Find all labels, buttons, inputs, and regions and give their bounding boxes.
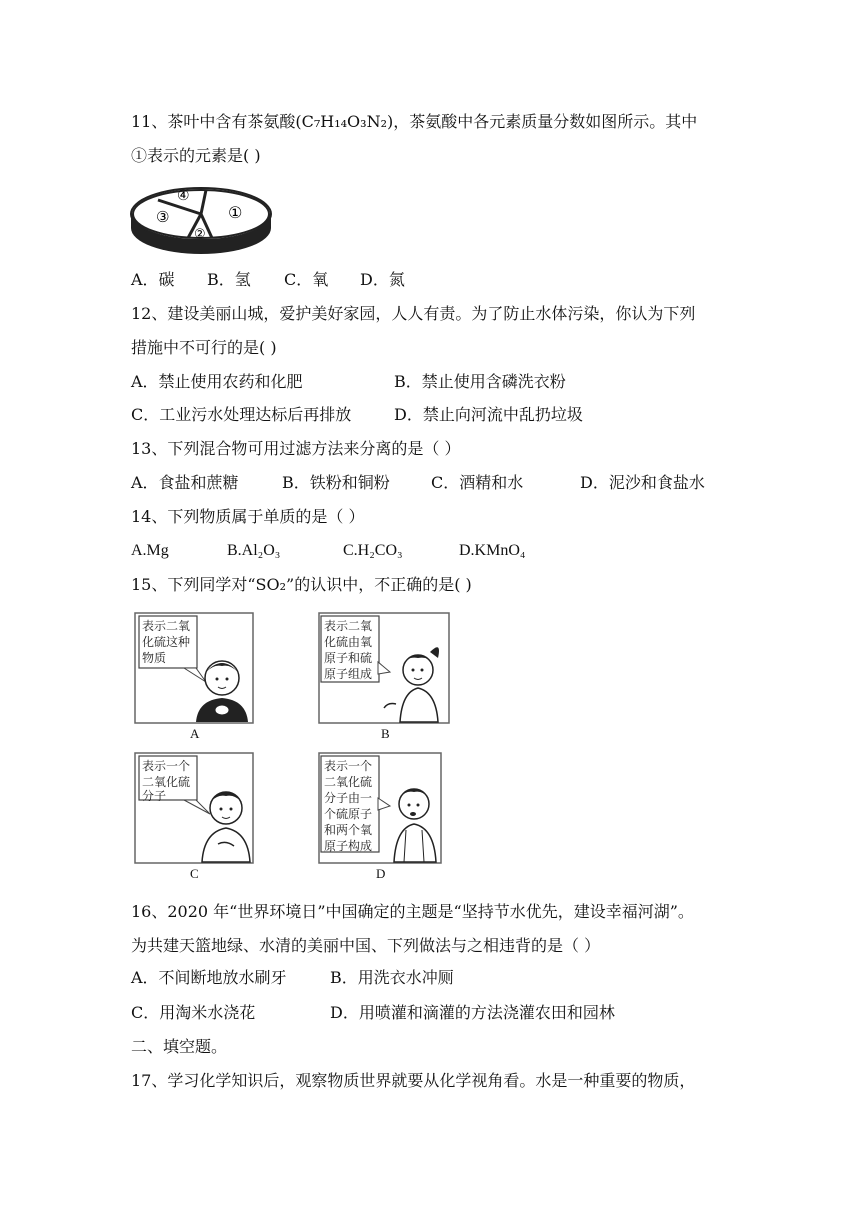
section-heading-fill-in: 二、填空题。 xyxy=(131,1037,228,1056)
q11-option-a[interactable]: A．碳 xyxy=(131,270,175,289)
q13-stem: 13、下列混合物可用过滤方法来分离的是（ ） xyxy=(131,439,461,458)
q12-option-d[interactable]: D．禁止向河流中乱扔垃圾 xyxy=(394,405,583,424)
panel-d-speech-1: 表示一个 xyxy=(324,759,373,773)
q14-stem: 14、下列物质属于单质的是（ ） xyxy=(131,507,365,526)
q14-option-d[interactable]: D.KMnO₄ xyxy=(459,542,526,559)
q16-option-c[interactable]: C．用淘米水浇花 xyxy=(131,1003,256,1022)
panel-d-speech-4: 个硫原子 xyxy=(324,807,373,821)
q11-option-b[interactable]: B．氢 xyxy=(207,270,251,289)
q13-option-c[interactable]: C．酒精和水 xyxy=(431,473,524,492)
panel-b-speech-4: 原子组成 xyxy=(324,667,373,681)
q11-stem-line2: ①表示的元素是( ) xyxy=(131,146,261,165)
cartoon-panel-b[interactable] xyxy=(318,612,450,724)
cartoon-panel-d[interactable] xyxy=(318,752,442,864)
cartoon-panel-c[interactable] xyxy=(134,752,254,864)
q16-stem-line1: 16、2020 年“世界环境日”中国确定的主题是“坚持节水优先，建设幸福河湖”。 xyxy=(131,902,694,921)
pie-label-4: ④ xyxy=(177,188,190,204)
panel-b-speech-2: 化硫由氧 xyxy=(324,635,373,649)
q16-stem-line2: 为共建天篮地绿、水清的美丽中国、下列做法与之相违背的是（ ） xyxy=(131,936,601,955)
pie-label-3: ③ xyxy=(156,208,170,226)
panel-a-speech-1: 表示二氧 xyxy=(142,619,191,633)
panel-b-speech-1: 表示二氧 xyxy=(324,619,373,633)
element-mass-pie-chart xyxy=(128,176,274,258)
panel-c-speech-3: 分子 xyxy=(142,789,167,803)
panel-a-caption: A xyxy=(190,726,200,741)
q16-option-a[interactable]: A．不间断地放水刷牙 xyxy=(131,968,287,987)
q14-option-b[interactable]: B.Al₂O₃ xyxy=(227,542,281,559)
panel-a-speech-2: 化硫这种 xyxy=(142,635,191,649)
q16-option-b[interactable]: B．用洗衣水冲厕 xyxy=(330,968,454,987)
panel-b-speech-3: 原子和硫 xyxy=(324,651,373,665)
panel-c-speech-1: 表示一个 xyxy=(142,759,191,773)
q13-option-d[interactable]: D．泥沙和食盐水 xyxy=(580,473,705,492)
panel-d-speech-5: 和两个氧 xyxy=(324,823,373,837)
q11-option-c[interactable]: C．氧 xyxy=(284,270,329,289)
panel-d-speech-6: 原子构成 xyxy=(324,839,373,853)
q14-option-a[interactable]: A.Mg xyxy=(131,542,169,559)
q12-option-a[interactable]: A．禁止使用农药和化肥 xyxy=(131,372,303,391)
q14-option-c[interactable]: C.H₂CO₃ xyxy=(343,542,403,559)
pie-label-1: ① xyxy=(228,203,243,222)
q13-option-a[interactable]: A．食盐和蔗糖 xyxy=(131,473,239,492)
panel-c-caption: C xyxy=(190,866,199,881)
panel-d-speech-2: 二氧化硫 xyxy=(324,775,373,789)
q15-stem: 15、下列同学对“SO₂”的认识中，不正确的是( ) xyxy=(131,575,472,594)
q11-option-d[interactable]: D．氮 xyxy=(360,270,405,289)
q12-option-c[interactable]: C．工业污水处理达标后再排放 xyxy=(131,405,352,424)
q11-stem-line1: 11、茶叶中含有茶氨酸(C₇H₁₄O₃N₂)，茶氨酸中各元素质量分数如图所示。其中 xyxy=(131,112,698,131)
pie-label-2: ② xyxy=(194,227,206,242)
q12-stem-line2: 措施中不可行的是( ) xyxy=(131,338,277,357)
panel-b-caption: B xyxy=(381,726,390,741)
panel-a-speech-3: 物质 xyxy=(142,651,167,665)
q12-stem-line1: 12、建设美丽山城，爱护美好家园，人人有责。为了防止水体污染，你认为下列 xyxy=(131,304,696,323)
panel-c-speech-2: 二氧化硫 xyxy=(142,775,191,789)
cartoon-panel-a[interactable] xyxy=(134,612,254,724)
panel-d-speech-3: 分子由一 xyxy=(324,791,373,805)
panel-d-caption: D xyxy=(376,866,386,881)
q12-option-b[interactable]: B．禁止使用含磷洗衣粉 xyxy=(394,372,566,391)
q16-option-d[interactable]: D．用喷灌和滴灌的方法浇灌农田和园林 xyxy=(330,1003,615,1022)
q17-stem-line1: 17、学习化学知识后，观察物质世界就要从化学视角看。水是一种重要的物质， xyxy=(131,1071,696,1090)
q13-option-b[interactable]: B．铁粉和铜粉 xyxy=(282,473,390,492)
